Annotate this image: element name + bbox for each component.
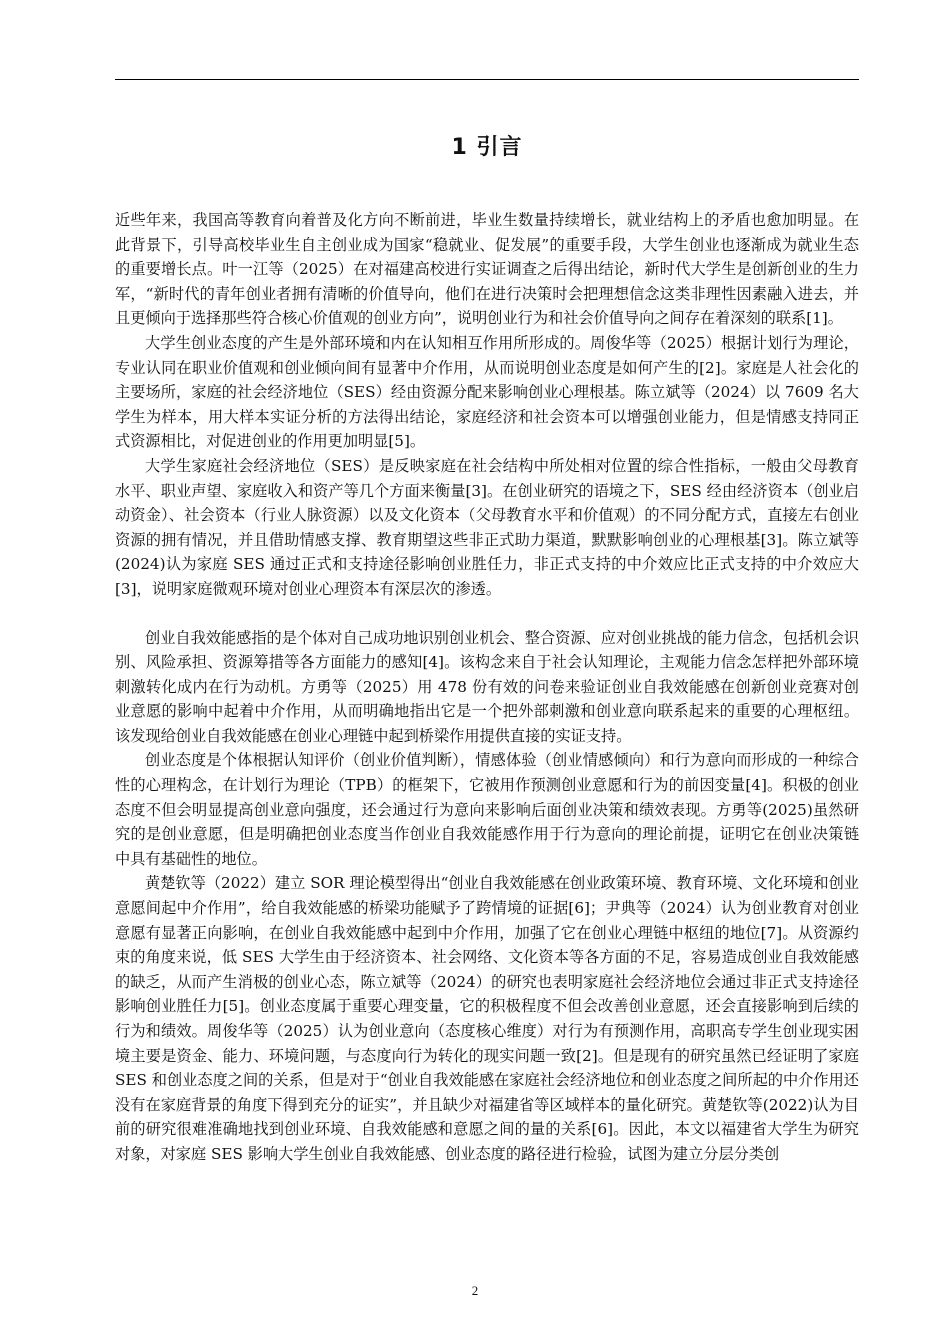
paragraph-6: 黄楚钦等（2022）建立 SOR 理论模型得出“创业自我效能感在创业政策环境、教育环境、文化环境和创业意愿间起中介作用”，给自我效能感的桥梁功能赋予了跨情境的证据[6]；尹典等（2024）认为创业教育对创业意愿有显著正向影响，在创业自我效能感中起到中介作用，加强了它在创业心理链中枢纽的地位[7]。从资源约束的角度来说，低 SES 大学生由于经济资本、社会网络、文化资本等各方面的不足，容易造成创业自我效能感的缺乏，从而产生消极的创业心态，陈立斌等（2024）的研究也表明家庭社会经济地位会通过非正式支持途径影响创业胜任力[5]。创业态度属于重要心理变量，它的积极程度不但会改善创业意愿，还会直接影响到后续的行为和绩效。周俊华等（2025）认为创业意向（态度核心维度）对行为有预测作用，高职高专学生创业现实困境主要是资金、能力、环境问题，与态度向行为转化的现实问题一致[2]。但是现有的研究虽然已经证明了家庭 SES 和创业态度之间的关系，但是对于“创业自我效能感在家庭社会经济地位和创业态度之间所起的中介作用还没有在家庭背景的角度下得到充分的证实”，并且缺少对福建省等区域样本的量化研究。黄楚钦等(2022)认为目前的研究很难准确地找到创业环境、自我效能感和意愿之间的量的关系[6]。因此，本文以福建省大学生为研究对象，对家庭 SES 影响大学生创业自我效能感、创业态度的路径进行检验，试图为建立分层分类创 bbox=[115, 874, 859, 1163]
paragraph-1: 近些年来，我国高等教育向着普及化方向不断前进，毕业生数量持续增长，就业结构上的矛盾也愈加明显。在此背景下，引导高校毕业生自主创业成为国家“稳就业、促发展”的重要手段，大学生创业也逐渐成为就业生态的重要增长点。叶一江等（2025）在对福建高校进行实证调查之后得出结论，新时代大学生是创新创业的生力军，“新时代的青年创业者拥有清晰的价值导向，他们在进行决策时会把理想信念这类非理性因素融入进去，并且更倾向于选择那些符合核心价值观的创业方向”，说明创业行为和社会价值导向之间存在着深刻的联系[1]。 bbox=[115, 211, 859, 328]
paragraph-4: 创业自我效能感指的是个体对自己成功地识别创业机会、整合资源、应对创业挑战的能力信念，包括机会识别、风险承担、资源筹措等各方面能力的感知[4]。该构念来自于社会认知理论，主观能力信念怎样把外部环境刺激转化成内在行为动机。方勇等（2025）用 478 份有效的问卷来验证创业自我效能感在创新创业竞赛对创业意愿的影响中起着中介作用，从而明确地指出它是一个把外部刺激和创业意向联系起来的重要的心理枢纽。该发现给创业自我效能感在创业心理链中起到桥梁作用提供直接的实证支持。 bbox=[115, 628, 859, 745]
paragraph-gap bbox=[115, 602, 859, 626]
paragraph-3: 大学生家庭社会经济地位（SES）是反映家庭在社会结构中所处相对位置的综合性指标，一般由父母教育水平、职业声望、家庭收入和资产等几个方面来衡量[3]。在创业研究的语境之下，SES 经由经济资本（创业启动资金）、社会资本（行业人脉资源）以及文化资本（父母教育水平和价值观）的不同分配方式，直接左右创业资源的拥有情况，并且借助情感支撑、教育期望这些非正式助力渠道，默默影响创业的心理根基[3]。陈立斌等(2024)认为家庭 SES 通过正式和支持途径影响创业胜任力，非正式支持的中介效应比正式支持的中介效应大[3]，说明家庭微观环境对创业心理资本有深层次的渗透。 bbox=[115, 456, 859, 598]
paragraph-2: 大学生创业态度的产生是外部环境和内在认知相互作用所形成的。周俊华等（2025）根据计划行为理论，专业认同在职业价值观和创业倾向间有显著中介作用，从而说明创业态度是如何产生的[2]。家庭是人社会化的主要场所，家庭的社会经济地位（SES）经由资源分配来影响创业心理根基。陈立斌等（2024）以 7609 名大学生为样本，用大样本实证分析的方法得出结论，家庭经济和社会资本可以增强创业能力，但是情感支持同正式资源相比，对促进创业的作用更加明显[5]。 bbox=[115, 333, 859, 451]
page-number: 2 bbox=[471, 1283, 479, 1298]
body-text bbox=[115, 208, 859, 1167]
paragraph-5: 创业态度是个体根据认知评价（创业价值判断），情感体验（创业情感倾向）和行为意向而形成的一种综合性的心理构念，在计划行为理论（TPB）的框架下，它被用作预测创业意愿和行为的前因变量[4]。积极的创业态度不但会明显提高创业意向强度，还会通过行为意向来影响后面创业决策和绩效表现。方勇等(2025)虽然研究的是创业意愿，但是明确把创业态度当作创业自我效能感作用于行为意向的理论前提，证明它在创业决策链中具有基础性的地位。 bbox=[115, 751, 859, 868]
header-rule bbox=[115, 79, 859, 80]
section-heading: 1 引言 bbox=[451, 135, 523, 160]
